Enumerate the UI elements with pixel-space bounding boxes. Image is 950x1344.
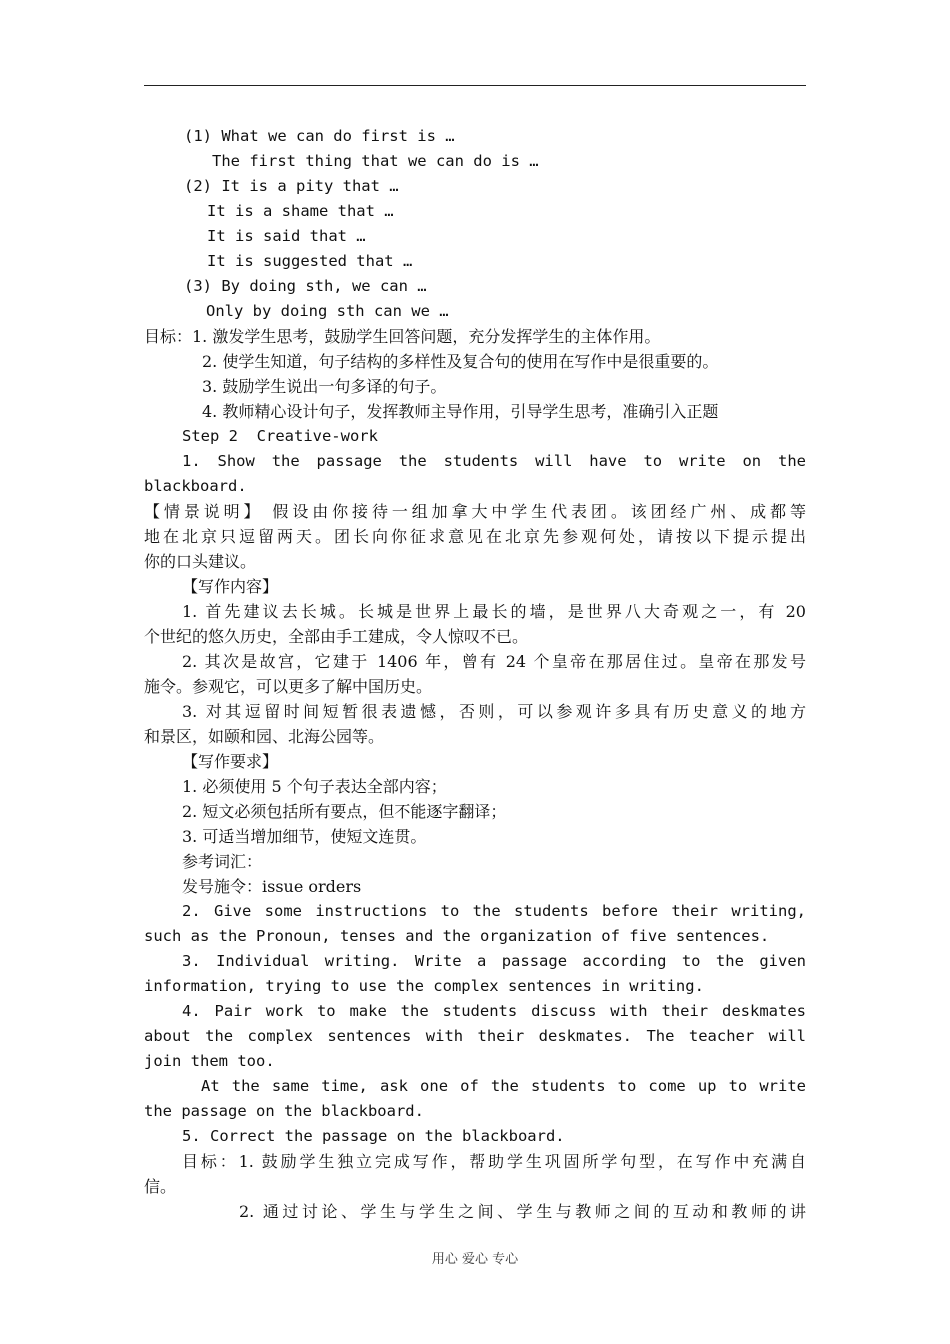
text-line: 2. Give some instructions to the students before their writing, (182, 902, 806, 920)
text-line: 2. 短文必须包括所有要点，但不能逐字翻译； (182, 802, 507, 821)
text-line: 目标：1. 鼓励学生独立完成写作，帮助学生巩固所学句型，在写作中充满自 (182, 1152, 806, 1171)
text-line: the passage on the blackboard. (144, 1102, 424, 1120)
text-line: 5. Correct the passage on the blackboard. (182, 1127, 565, 1145)
text-line: The first thing that we can do is … (212, 152, 539, 170)
text-line: Only by doing sth can we … (206, 302, 449, 320)
header-rule (144, 85, 806, 86)
text-line: 2. 其次是故宫，它建于 1406 年，曾有 24 个皇帝在那居住过。皇帝在那发号 (182, 652, 806, 671)
text-line: 3. 可适当增加细节，使短文连贯。 (182, 827, 427, 846)
text-line: 发号施令：issue orders (182, 877, 362, 896)
text-line: 信。 (144, 1177, 177, 1196)
text-line: (1) What we can do first is … (184, 127, 455, 145)
text-line: It is said that … (207, 227, 366, 245)
text-line: 【写作要求】 (182, 752, 279, 771)
text-line: 1. Show the passage the students will have to write on the (182, 452, 806, 470)
text-line: 3. Individual writing. Write a passage according to the given (182, 952, 806, 970)
document-body (144, 124, 806, 1224)
text-line: At the same time, ask one of the students to come up to write (201, 1077, 806, 1095)
text-line: 4. Pair work to make the students discuss with their deskmates (182, 1002, 806, 1020)
text-line: 【情景说明】 假设由你接待一组加拿大中学生代表团。该团经广州、成都等 (144, 502, 806, 521)
text-line: information, trying to use the complex sentences in writing. (144, 977, 704, 995)
text-line: 1. 首先建议去长城。长城是世界上最长的墙，是世界八大奇观之一，有 20 (182, 602, 806, 621)
text-line: 3. 鼓励学生说出一句多译的句子。 (202, 377, 447, 396)
text-line: Step 2 Creative-work (182, 427, 378, 445)
text-line: 施令。参观它，可以更多了解中国历史。 (144, 677, 433, 696)
text-line: 4. 教师精心设计句子，发挥教师主导作用，引导学生思考，准确引入正题 (202, 402, 719, 421)
text-line: 参考词汇： (182, 852, 263, 871)
text-line: 个世纪的悠久历史，全部由手工建成，令人惊叹不已。 (144, 627, 529, 646)
text-line: (3) By doing sth, we can … (184, 277, 427, 295)
text-line: 2. 使学生知道，句子结构的多样性及复合句的使用在写作中是很重要的。 (202, 352, 719, 371)
text-line: It is a shame that … (207, 202, 394, 220)
text-line: It is suggested that … (207, 252, 413, 270)
text-line: 2. 通过讨论、学生与学生之间、学生与教师之间的互动和教师的讲 (239, 1202, 806, 1221)
text-line: 1. 必须使用 5 个句子表达全部内容； (182, 777, 447, 796)
page-footer: 用心 爱心 专心 (431, 1252, 519, 1267)
text-line: about the complex sentences with their deskmates. The teacher will (144, 1027, 806, 1045)
text-line: 你的口头建议。 (144, 552, 257, 571)
text-line: 和景区，如颐和园、北海公园等。 (144, 727, 385, 746)
text-line: (2) It is a pity that … (184, 177, 399, 195)
text-line: join them too. (144, 1052, 275, 1070)
text-line: such as the Pronoun, tenses and the organization of five sentences. (144, 927, 770, 945)
text-line: 3. 对其逗留时间短暂很表遗憾，否则，可以参观许多具有历史意义的地方 (182, 702, 806, 721)
text-line: 【写作内容】 (182, 577, 279, 596)
text-line: 地在北京只逗留两天。团长向你征求意见在北京先参观何处，请按以下提示提出 (144, 527, 806, 546)
text-line: blackboard. (144, 477, 247, 495)
text-line: 目标：1. 激发学生思考，鼓励学生回答问题，充分发挥学生的主体作用。 (144, 327, 661, 346)
